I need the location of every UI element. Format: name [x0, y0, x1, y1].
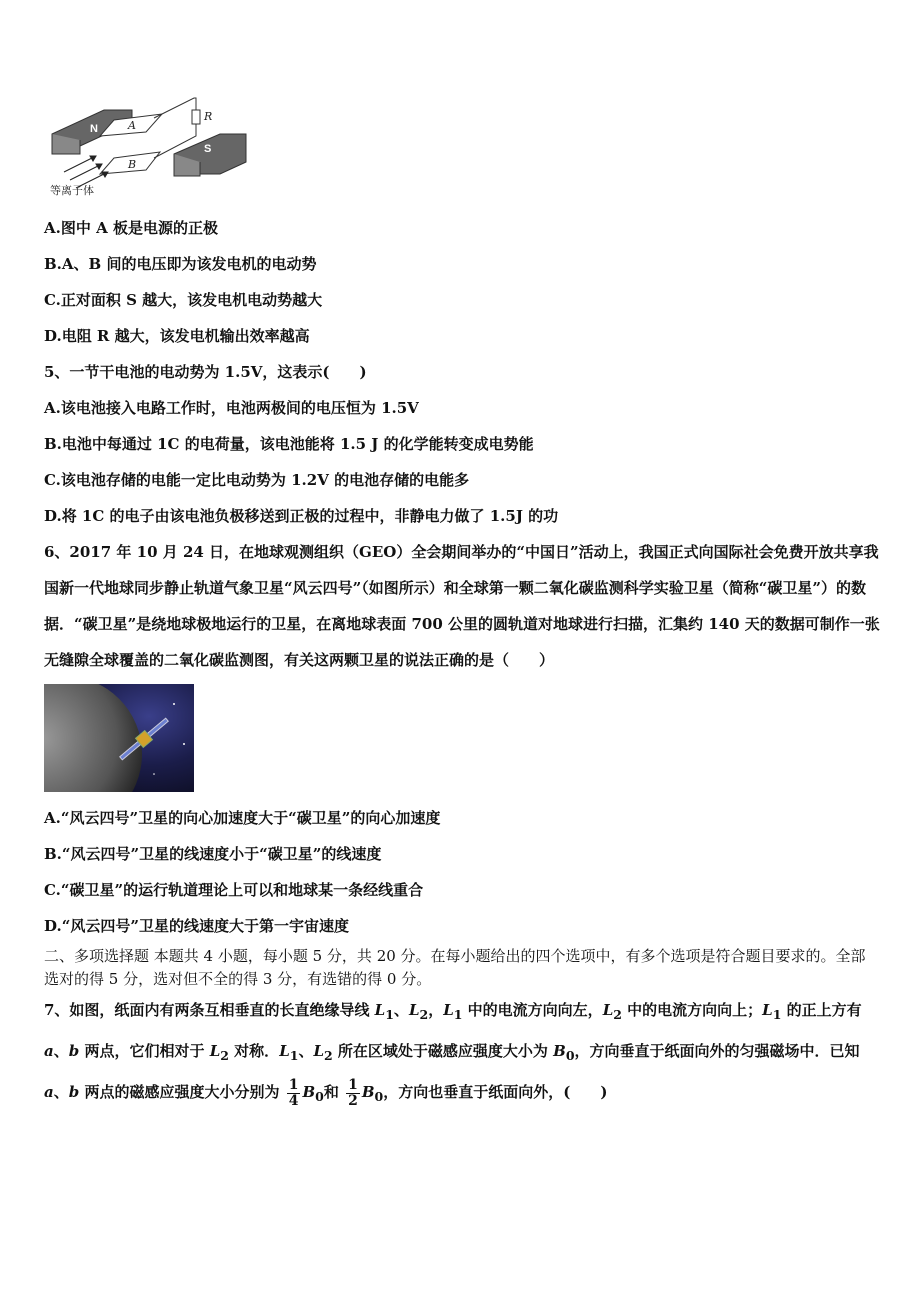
q4-option-a: A.图中 A 板是电源的正极	[44, 219, 218, 237]
q4-option-b: B.A、B 间的电压即为该发电机的电动势	[44, 255, 317, 273]
q5-option-b: B.电池中每通过 1C 的电荷量，该电池能将 1.5 J 的化学能转变成电势能	[44, 435, 534, 453]
q6-option-c: C.“碳卫星”的运行轨道理论上可以和地球某一条经线重合	[44, 881, 424, 899]
resistor-label: R	[204, 110, 213, 123]
q4-option-c: C.正对面积 S 越大，该发电机电动势越大	[44, 291, 323, 309]
magnet-s-label: S	[204, 143, 212, 155]
q5-option-d: D.将 1C 的电子由该电池负极移送到正极的过程中，非静电力做了 1.5J 的功	[44, 507, 559, 525]
q6-option-d: D.“风云四号”卫星的线速度大于第一宇宙速度	[44, 917, 349, 935]
q6-option-b: B.“风云四号”卫星的线速度小于“碳卫星”的线速度	[44, 845, 382, 863]
plate-b-label: B	[128, 158, 137, 171]
magnet-n-label: N	[90, 123, 98, 135]
q6-stem: 6、2017 年 10 月 24 日，在地球观测组织（GEO）全会期间举办的“中国日”活动上，我国正式向国际社会免费开放共享我国新一代地球同步静止轨道气象卫星“风云四号”（如图所示）和全球第一颗二氧化碳监测科学实验卫星（简称“碳卫星”）的数据．“碳卫星”是绕地球极地运行的卫星，在离地球表面 700 公里的圆轨道对地球进行扫描，汇集约 140 天的数据可制作一张无缝隙全球覆盖的二氧化碳监测图，有关这两颗卫星的说法正确的是（ ）	[44, 543, 880, 669]
fraction-quarter: $\frac{1}{4}$	[288, 1076, 299, 1109]
plasma-caption: 等离子体	[50, 184, 94, 197]
q5-option-c: C.该电池存储的电能一定比电动势为 1.2V 的电池存储的电能多	[44, 471, 470, 489]
section2-header: 二、多项选择题 本题共 4 小题，每小题 5 分，共 20 分。在每小题给出的四个选项中，有多个选项是符合题目要求的。全部选对的得 5 分，选对但不全的得 3 分，有选错的得 0 分。	[44, 947, 866, 988]
satellite-image	[44, 684, 194, 792]
q4-option-d: D.电阻 R 越大，该发电机输出效率越高	[44, 327, 310, 345]
q5-option-a: A.该电池接入电路工作时，电池两极间的电压恒为 1.5V	[44, 399, 419, 417]
fraction-half: $\frac{1}{2}$	[348, 1076, 358, 1109]
q7-stem: 7、如图，纸面内有两条互相垂直的长直绝缘导线 $L_1$、$L_2$，$L_1$ 中的电流方向向左，$L_2$ 中的电流方向向上；$L_1$ 的正上方有 a、b 两点，它们相对于 $L_2$ 对称．$L_1$、$L_2$ 所在区域处于磁感应强度大小为 $B_0$，方向垂直于纸面向外的匀强磁场中．已知 a、b 两点的磁感应强度大小分别为 $\frac{1}{4}$ $B_0$和 $\frac{1}{2}$ $B_0$，方向也垂直于纸面向外，( )	[44, 1001, 862, 1109]
plate-a-label: A	[128, 119, 136, 132]
q6-option-a: A.“风云四号”卫星的向心加速度大于“碳卫星”的向心加速度	[44, 809, 441, 827]
q5-stem: 5、一节干电池的电动势为 1.5V，这表示( )	[44, 363, 367, 381]
mhd-generator-figure	[44, 92, 254, 200]
